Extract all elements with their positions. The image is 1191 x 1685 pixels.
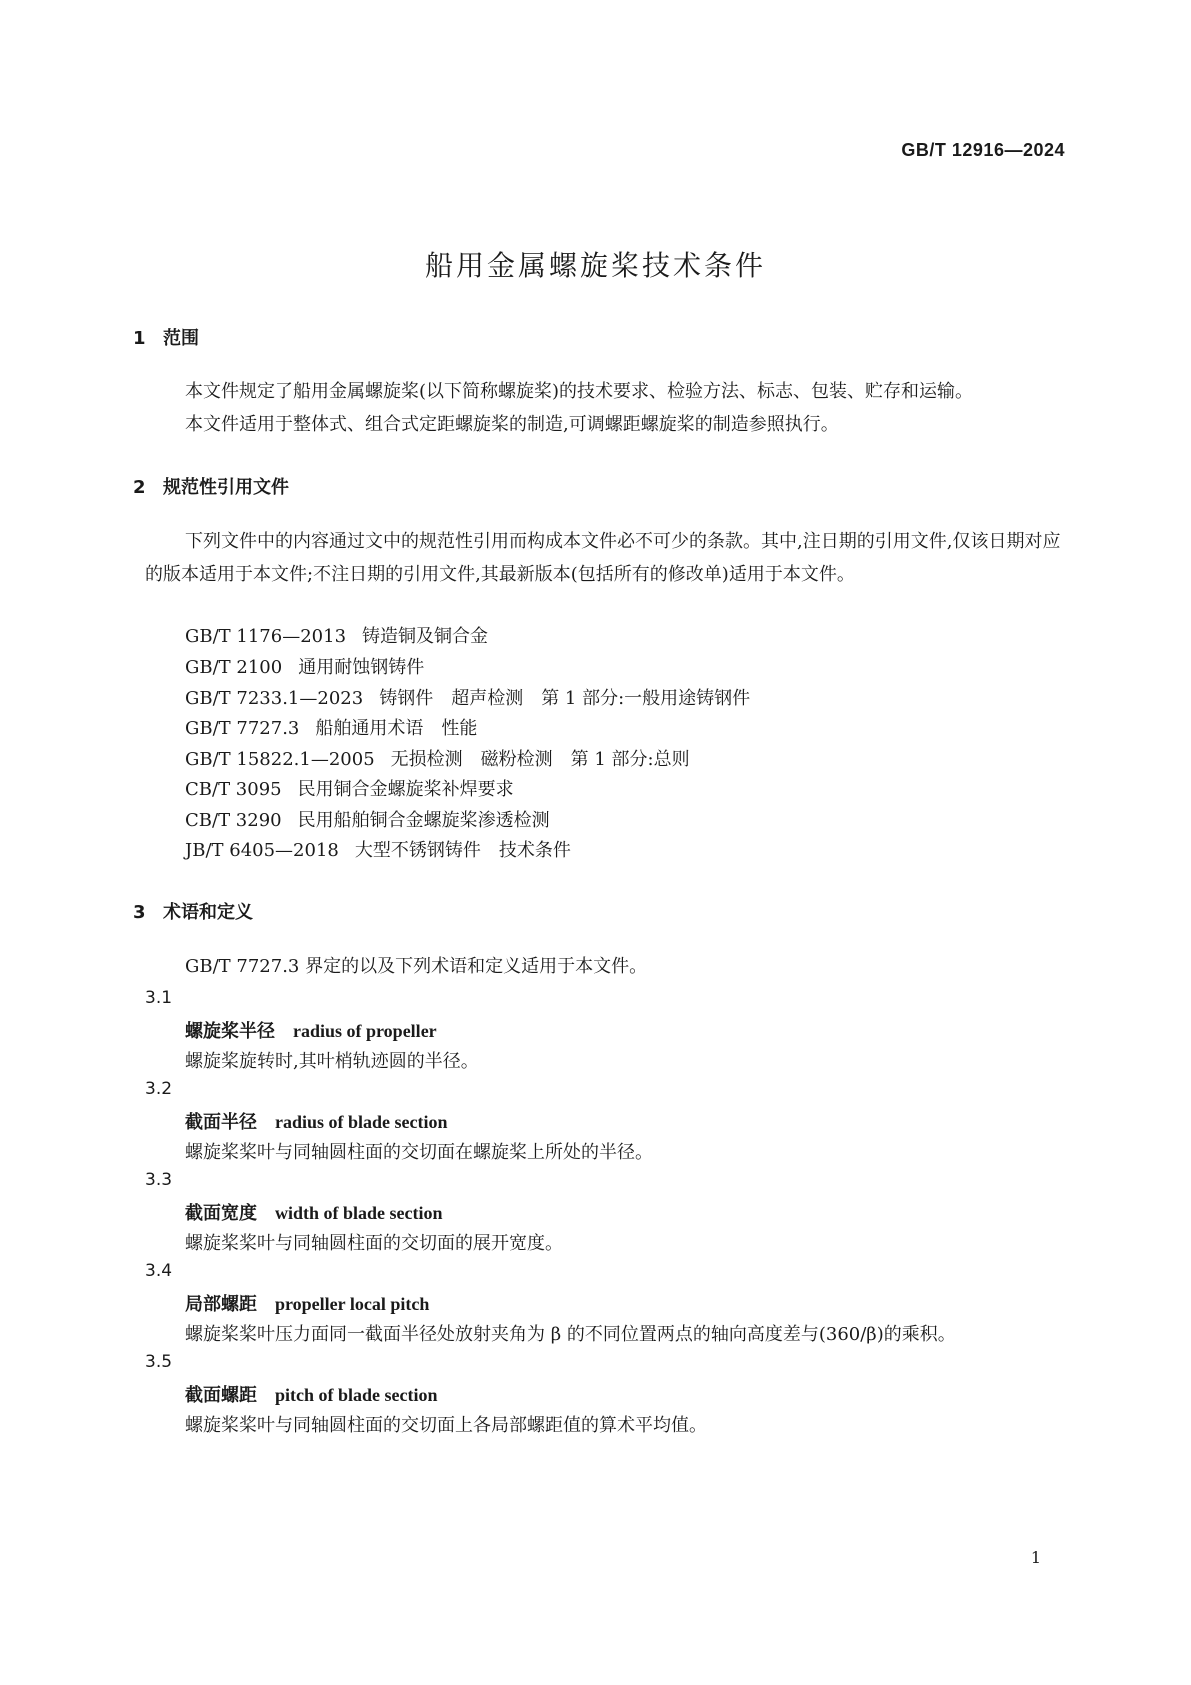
clause-number: 3.3 <box>145 1170 173 1190</box>
scope-paragraph-2: 本文件适用于整体式、组合式定距螺旋桨的制造,可调螺距螺旋桨的制造参照执行。 <box>185 414 839 435</box>
reference-code: GB/T 15822.1—2005 <box>185 749 375 770</box>
term-english: width of blade section <box>275 1203 443 1223</box>
section-title: 规范性引用文件 <box>163 477 289 498</box>
term-definition: 螺旋桨桨叶与同轴圆柱面的交切面的展开宽度。 <box>185 1233 563 1254</box>
term-definition: 螺旋桨桨叶与同轴圆柱面的交切面在螺旋桨上所处的半径。 <box>185 1142 653 1163</box>
term-chinese: 局部螺距 <box>185 1294 257 1315</box>
reference-code: JB/T 6405—2018 <box>185 840 339 861</box>
term-definition: 螺旋桨旋转时,其叶梢轨迹圆的半径。 <box>185 1051 479 1072</box>
reference-item <box>185 745 690 771</box>
section-heading-scope <box>133 324 199 350</box>
reference-title: 铸钢件 超声检测 第 1 部分:一般用途铸钢件 <box>379 688 751 709</box>
clause-number: 3.5 <box>145 1352 173 1372</box>
section-number: 3 <box>133 902 146 923</box>
reference-item <box>185 836 571 862</box>
standard-number: GB/T 12916—2024 <box>901 140 1065 160</box>
term-english: pitch of blade section <box>275 1385 438 1405</box>
reference-title: 通用耐蚀钢铸件 <box>298 657 425 678</box>
reference-item <box>185 714 477 740</box>
term-heading <box>185 1108 448 1134</box>
reference-title: 民用船舶铜合金螺旋桨渗透检测 <box>297 810 550 831</box>
term-english: radius of blade section <box>275 1112 448 1132</box>
clause-number: 3.2 <box>145 1079 173 1099</box>
section-title: 范围 <box>163 328 199 349</box>
term-english: radius of propeller <box>293 1021 437 1041</box>
reference-item <box>185 684 750 710</box>
page-number: 1 <box>1030 1548 1041 1567</box>
reference-code: GB/T 2100 <box>185 657 283 678</box>
term-chinese: 截面宽度 <box>185 1203 257 1224</box>
section-number: 2 <box>133 477 146 498</box>
reference-title: 无损检测 磁粉检测 第 1 部分:总则 <box>390 749 690 770</box>
scope-paragraph-1: 本文件规定了船用金属螺旋桨(以下简称螺旋桨)的技术要求、检验方法、标志、包装、贮存和运输。 <box>185 381 974 402</box>
document-title: 船用金属螺旋桨技术条件 <box>424 249 766 282</box>
reference-code: GB/T 7233.1—2023 <box>185 688 364 709</box>
clause-number: 3.4 <box>145 1261 173 1281</box>
reference-code: GB/T 1176—2013 <box>185 626 347 647</box>
reference-code: GB/T 7727.3 <box>185 718 300 739</box>
term-chinese: 截面半径 <box>185 1112 257 1133</box>
term-heading <box>185 1290 429 1316</box>
reference-title: 船舶通用术语 性能 <box>315 718 478 739</box>
term-heading <box>185 1199 443 1225</box>
term-chinese: 截面螺距 <box>185 1385 257 1406</box>
reference-item <box>185 775 514 801</box>
terms-intro: GB/T 7727.3 界定的以及下列术语和定义适用于本文件。 <box>185 956 648 977</box>
clause-number: 3.1 <box>145 988 173 1008</box>
section-number: 1 <box>133 328 146 349</box>
term-definition: 螺旋桨桨叶压力面同一截面半径处放射夹角为 β 的不同位置两点的轴向高度差与(360/β)的乘积。 <box>185 1324 956 1345</box>
term-chinese: 螺旋桨半径 <box>185 1021 275 1042</box>
section-title: 术语和定义 <box>163 902 253 923</box>
reference-code: CB/T 3290 <box>185 810 282 831</box>
term-definition: 螺旋桨桨叶与同轴圆柱面的交切面上各局部螺距值的算术平均值。 <box>185 1415 707 1436</box>
references-intro: 下列文件中的内容通过文中的规范性引用而构成本文件必不可少的条款。其中,注日期的引用文件,仅该日期对应的版本适用于本文件;不注日期的引用文件,其最新版本(包括所有的修改单)适用于本文件。 <box>145 531 1061 585</box>
section-heading-references <box>133 473 289 499</box>
reference-title: 铸造铜及铜合金 <box>362 626 489 647</box>
reference-title: 大型不锈钢铸件 技术条件 <box>354 840 571 861</box>
reference-item <box>185 653 424 679</box>
reference-item <box>185 622 488 648</box>
term-heading <box>185 1017 437 1043</box>
reference-title: 民用铜合金螺旋桨补焊要求 <box>297 779 514 800</box>
section-heading-terms <box>133 898 253 924</box>
term-heading <box>185 1381 438 1407</box>
reference-item <box>185 806 550 832</box>
term-english: propeller local pitch <box>275 1294 430 1314</box>
reference-code: CB/T 3095 <box>185 779 282 800</box>
